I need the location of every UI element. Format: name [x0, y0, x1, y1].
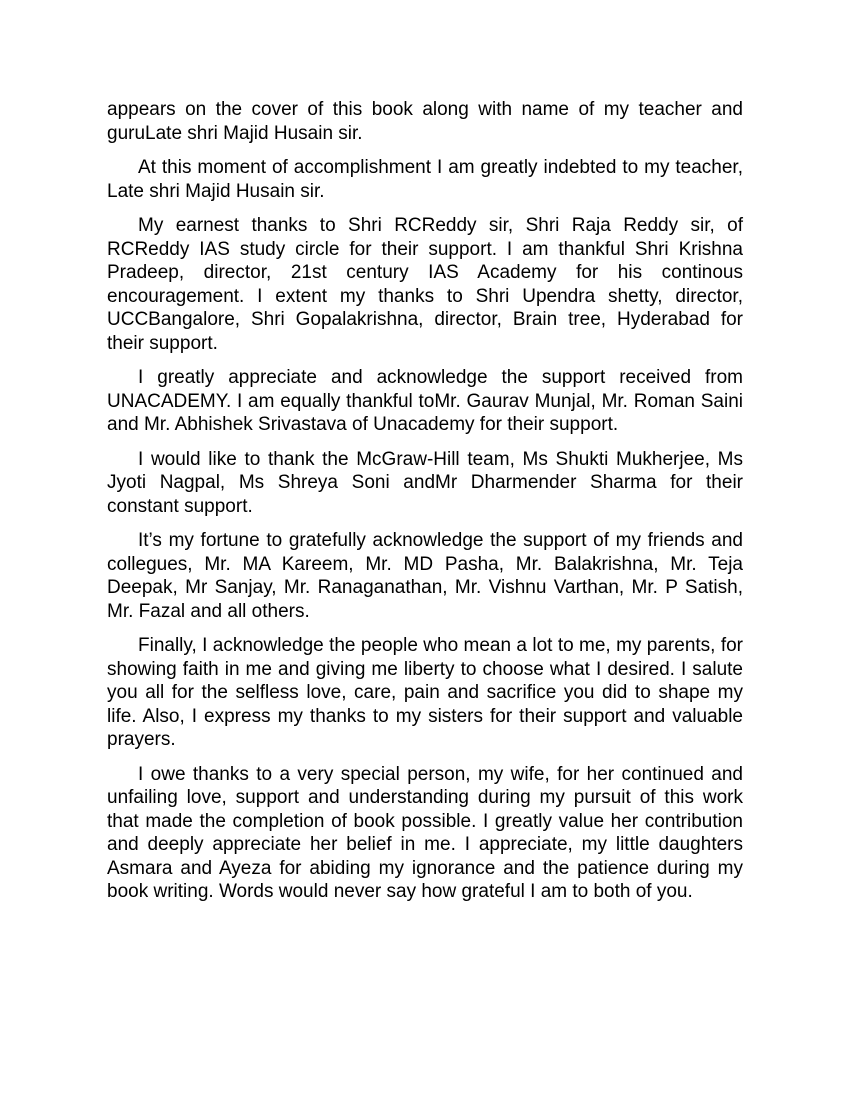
paragraph-mcgraw-hill: I would like to thank the McGraw-Hill team, Ms Shukti Mukherjee, Ms Jyoti Nagpal, Ms Shreya Soni andMr Dharmender Sharma for their constant support. [107, 448, 743, 517]
paragraph-indebted-teacher: At this moment of accomplishment I am greatly indebted to my teacher, Late shri Majid Husain sir. [107, 157, 743, 202]
document-page [107, 98, 743, 915]
paragraph-friends: It’s my fortune to gratefully acknowledge the support of my friends and collegues, Mr. MA Kareem, Mr. MD Pasha, Mr. Balakrishna, Mr. Teja Deepak, Mr Sanjay, Mr. Ranaganathan, Mr. Vishnu Varthan, Mr. P Satish, Mr. Fazal and all others. [107, 530, 743, 622]
paragraph-unacademy: I greatly appreciate and acknowledge the support received from UNACADEMY. I am equally thankful toMr. Gaurav Munjal, Mr. Roman Saini and Mr. Abhishek Srivastava of Unacademy for their support. [107, 367, 743, 435]
paragraph-thanks-study-circles: My earnest thanks to Shri RCReddy sir, Shri Raja Reddy sir, of RCReddy IAS study circle for their support. I am thankful Shri Krishna Pradeep, director, 21st century IAS Academy for his continous encouragement. I extent my thanks to Shri Upendra shetty, director, UCCBangalore, Shri Gopalakrishna, director, Brain tree, Hyderabad for their support. [107, 215, 743, 354]
paragraph-parents: Finally, I acknowledge the people who mean a lot to me, my parents, for showing faith in me and giving me liberty to choose what I desired. I salute you all for the selfless love, care, pain and sacrifice you did to shape my life. Also, I express my thanks to my sisters for their support and valuable prayers. [107, 635, 743, 750]
paragraph-continuation: appears on the cover of this book along with name of my teacher and guruLate shri Majid Husain sir. [107, 99, 743, 144]
paragraph-wife-daughters: I owe thanks to a very special person, my wife, for her continued and unfailing love, support and understanding during my pursuit of this work that made the completion of book possible. I greatly value her contribution and deeply appreciate her belief in me. I appreciate, my little daughters Asmara and Ayeza for abiding my ignorance and the patience during my book writing. Words would never say how grateful I am to both of you. [107, 763, 743, 902]
